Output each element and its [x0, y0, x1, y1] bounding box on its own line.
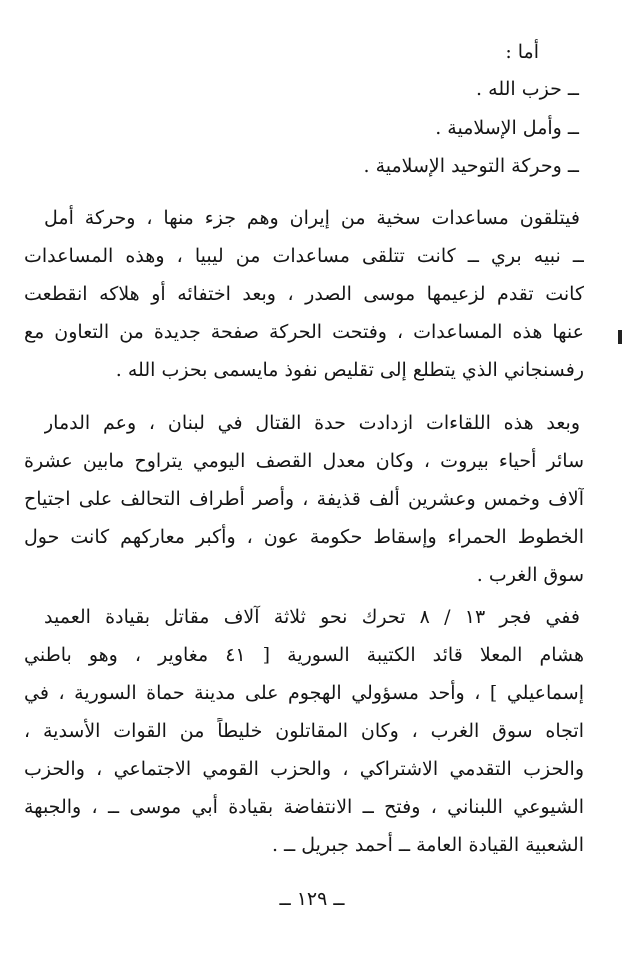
list-item-hezbollah: ــ حزب الله . — [476, 78, 579, 100]
paragraph2-line-4: الخطوط الحمراء وإسقاط حكومة عون ، وأكبر معاركهم كانت حول — [24, 526, 584, 548]
paragraph1-line-5: رفسنجاني الذي يتطلع إلى تقليص نفوذ مايسمى بحزب الله . — [115, 359, 584, 381]
paragraph2-line-2: سائر أحياء بيروت ، وكان معدل القصف اليومي يتراوح مابين عشرة — [24, 450, 584, 472]
paragraph3-line-5: والحزب التقدمي الاشتراكي ، والحزب القومي الاجتماعي ، والحزب — [24, 758, 584, 780]
paragraph3-line-3: إسماعيلي ] ، وأحد مسؤولي الهجوم على مدينة حماة السورية ، في — [24, 682, 584, 704]
list-item-tawhid: ــ وحركة التوحيد الإسلامية . — [363, 155, 579, 177]
paragraph3-line-6: الشيوعي اللبناني ، وفتح ــ الانتفاضة بقيادة أبي موسى ــ ، والجبهة — [24, 796, 584, 818]
paragraph3-line-4: اتجاه سوق الغرب ، وكان المقاتلون خليطاً من القوات الأسدية ، — [24, 720, 584, 742]
intro-heading: أما : — [505, 41, 539, 63]
paragraph1-line-4: عنها هذه المساعدات ، وفتحت الحركة صفحة جديدة من التعاون مع — [24, 321, 584, 343]
paragraph2-line-1: وبعد هذه اللقاءات ازدادت حدة القتال في لبنان ، وعم الدمار — [44, 412, 580, 434]
paragraph1-line-3: كانت تقدم لزعيمها موسى الصدر ، وبعد اختفائه أو هلاكه انقطعت — [24, 283, 584, 305]
paragraph2-line-3: آلاف وخمس وعشرين ألف قذيفة ، وأصر أطراف التحالف على اجتياح — [24, 488, 584, 510]
paragraph3-line-2: هشام المعلا قائد الكتيبة السورية [ ٤١ مغاوير ، وهو باطني — [24, 644, 584, 666]
paragraph3-line-7: الشعبية القيادة العامة ــ أحمد جبريل ــ . — [271, 834, 584, 856]
list-item-amal: ــ وأمل الإسلامية . — [435, 117, 579, 139]
paragraph1-line-2: ــ نبيه بري ــ كانت تتلقى مساعدات من ليبيا ، وهذه المساعدات — [24, 245, 584, 267]
paragraph2-line-5: سوق الغرب . — [476, 564, 584, 586]
page-number: ــ ١٢٩ ــ — [279, 888, 345, 910]
paragraph1-line-1: فيتلقون مساعدات سخية من إيران وهم جزء منها ، وحركة أمل — [44, 207, 580, 229]
paragraph3-line-1: ففي فجر ١٣ / ٨ تحرك نحو ثلاثة آلاف مقاتل بقيادة العميد — [44, 606, 580, 628]
scan-edge-mark — [618, 330, 622, 344]
